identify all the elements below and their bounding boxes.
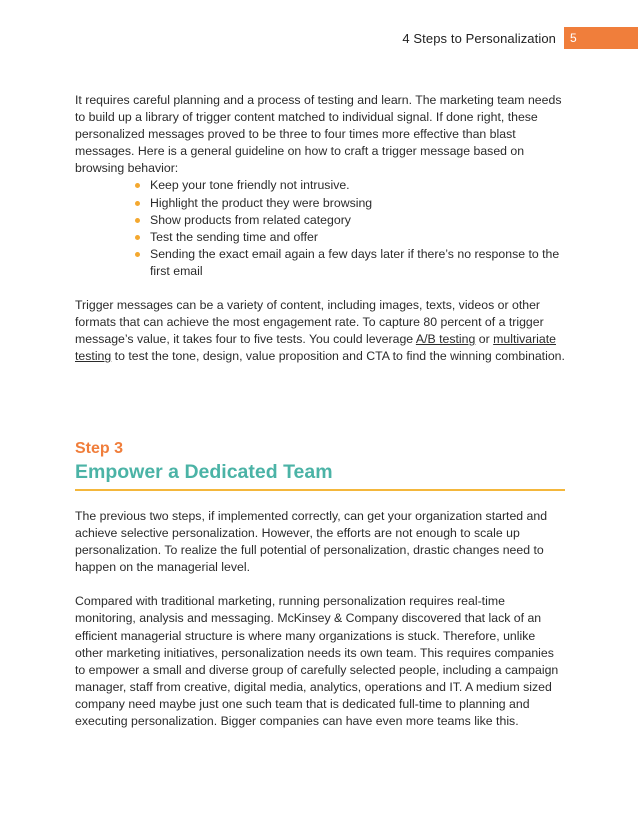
page-number: 5 [564, 27, 638, 49]
list-item: Sending the exact email again a few days later if there’s no response to the first email [135, 246, 565, 280]
section-title: Empower a Dedicated Team [75, 461, 333, 483]
list-item: Show products from related category [135, 212, 565, 229]
document-title: 4 Steps to Personalization [402, 30, 556, 46]
list-item: Keep your tone friendly not intrusive. [135, 177, 565, 194]
section-divider [75, 489, 565, 491]
page-header [402, 27, 638, 49]
list-item: Test the sending time and offer [135, 229, 565, 246]
list-item: Highlight the product they were browsing [135, 195, 565, 212]
main-content [75, 92, 565, 365]
intro-paragraph: It requires careful planning and a process of testing and learn. The marketing team needs to build up a library of trigger content matched to individual signal. If done right, these personalized messages proved to be three to four times more effective than blast messages. Here is a general guideline on how to craft a trigger message based on browsing behavior: [75, 93, 562, 176]
trigger-text-before: Trigger messages can be a variety of content, including images, texts, videos or other formats that can achieve the most engagement rate. To capture 80 percent of a trigger message’s value, it takes four to five tests. You could leverage [75, 298, 544, 347]
step-paragraph-2: Compared with traditional marketing, running personalization requires real-time monitoring, analysis and messaging. McKinsey & Company discovered that lack of an efficient managerial structure is where many organizations is stuck. Therefore, unlike other marketing initiatives, personalization needs its own team. This requires companies to empower a small and diverse group of carefully selected people, including a campaign manager, staff from creative, digital media, analytics, operations and IT. A medium sized company need maybe just one such team that is dedicated full-time to planning and executing personalization. Bigger companies can have even more teams like this. [75, 594, 559, 729]
ab-testing-link[interactable]: A/B testing [415, 332, 476, 347]
step-content [75, 508, 565, 730]
step-label: Step 3 [75, 440, 124, 457]
trigger-paragraph [75, 297, 565, 365]
trigger-text-after: to test the tone, design, value proposition and CTA to find the winning combination. [111, 349, 565, 364]
step-paragraph-1: The previous two steps, if implemented correctly, can get your organization started and achieve selective personalization. However, the efforts are not enough to scale up personalization. To realize the full potential of personalization, drastic changes need to happen on the managerial level. [75, 509, 548, 575]
multivariate-testing-link[interactable]: multivariate testing [75, 332, 556, 364]
guideline-list [75, 177, 565, 280]
trigger-text-middle: or [475, 332, 494, 347]
